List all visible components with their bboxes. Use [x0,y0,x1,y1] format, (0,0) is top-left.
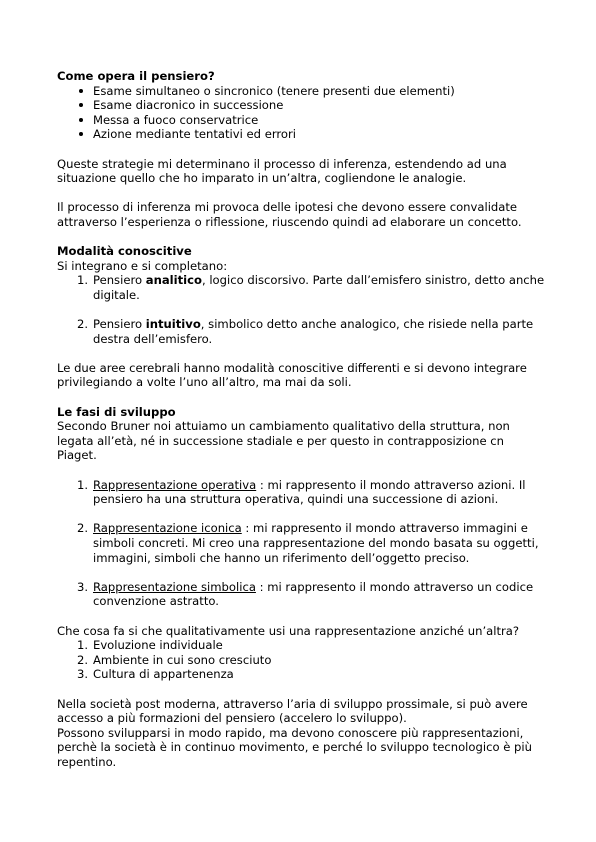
question-text: Che cosa fa si che qualitativamente usi una rappresentazione anziché un’altra? [57,623,520,638]
paragraph: Le due aree cerebrali hanno modalità conoscitive differenti e si devono integrare privilegiando a volte l’uno all’altro, ma mai da soli. [57,360,527,390]
item-term: Rappresentazione operativa [93,477,257,492]
numbered-list [57,273,547,302]
numbered-item [57,317,547,346]
numbered-item [57,580,547,609]
numbered-item [57,521,547,565]
item-text: : mi rappresento il mondo attraverso azioni. Il pensiero ha una struttura operativa, quindi una successione di azioni. [93,477,526,507]
numbered-item [57,273,547,302]
numbered-item [57,638,547,653]
paragraph: Nella società post moderna, attraverso l’aria di sviluppo prossimale, si può avere accesso a più formazioni del pensiero (accelero lo sviluppo). [57,696,528,726]
item-text: Ambiente in cui sono cresciuto [93,652,272,667]
document-page [57,69,547,770]
section-intro: Secondo Bruner noi attuiamo un cambiamento qualitativo della struttura, non legata all’età, né in successione stadiale e per questo in contrapposizione cn Piaget. [57,419,510,463]
bullet-item: Messa a fuoco conservatrice [57,113,547,128]
item-text: , logico discorsivo. Parte dall’emisfero sinistro, detto anche digitale. [93,273,545,302]
item-text: Pensiero [93,317,146,332]
item-number: 2. [77,317,89,332]
item-keyword: analitico [145,273,202,288]
bullet-item: Esame diacronico in successione [57,98,547,113]
bullet-list [57,84,547,142]
item-text: Cultura di appartenenza [93,667,234,682]
item-keyword: intuitivo [145,317,201,332]
numbered-item [57,667,547,682]
bullet-item: Esame simultaneo o sincronico (tenere presenti due elementi) [57,84,547,99]
numbered-list [57,521,547,565]
item-text: Pensiero [93,273,146,288]
item-text: : mi rappresento il mondo attraverso un codice convenzione astratto. [93,579,534,609]
section-heading-fasi: Le fasi di sviluppo [57,404,176,419]
item-number: 2. [77,652,89,667]
numbered-item [57,478,547,507]
numbered-list [57,317,547,346]
item-number: 1. [77,477,89,492]
item-number: 2. [77,521,89,536]
item-term: Rappresentazione iconica [93,521,242,536]
paragraph: Il processo di inferenza mi provoca delle ipotesi che devono essere convalidate attraverso l’esperienza o riflessione, riuscendo quindi ad elaborare un concetto. [57,200,522,229]
item-number: 3. [77,579,89,594]
numbered-list [57,478,547,507]
numbered-item [57,653,547,668]
paragraph: Possono svilupparsi in modo rapido, ma devono conoscere più rappresentazioni, perchè la società è in continuo movimento, e perché lo sviluppo tecnologico è più repentino. [57,725,532,769]
section-intro: Si integrano e si completano: [57,258,228,273]
section-heading-pensiero: Come opera il pensiero? [57,69,215,83]
item-term: Rappresentazione simbolica [93,579,256,594]
paragraph: Queste strategie mi determinano il processo di inferenza, estendendo ad una situazione quello che ho imparato in un’altra, cogliendone le analogie. [57,156,507,186]
bullet-item: Azione mediante tentativi ed errori [57,127,547,142]
numbered-list [57,580,547,609]
item-number: 1. [77,638,89,653]
numbered-list [57,638,547,682]
section-heading-modalita: Modalità conoscitive [57,244,192,259]
item-number: 3. [77,667,89,682]
item-number: 1. [77,273,89,288]
item-text: : mi rappresento il mondo attraverso immagini e simboli concreti. Mi creo una rappresentazione del mondo basata su oggetti, immagini, simboli che hanno un riferimento dell’oggetto preciso. [93,521,539,565]
item-text: Evoluzione individuale [93,638,223,653]
item-text: , simbolico detto anche analogico, che risiede nella parte destra dell’emisfero. [93,317,534,346]
